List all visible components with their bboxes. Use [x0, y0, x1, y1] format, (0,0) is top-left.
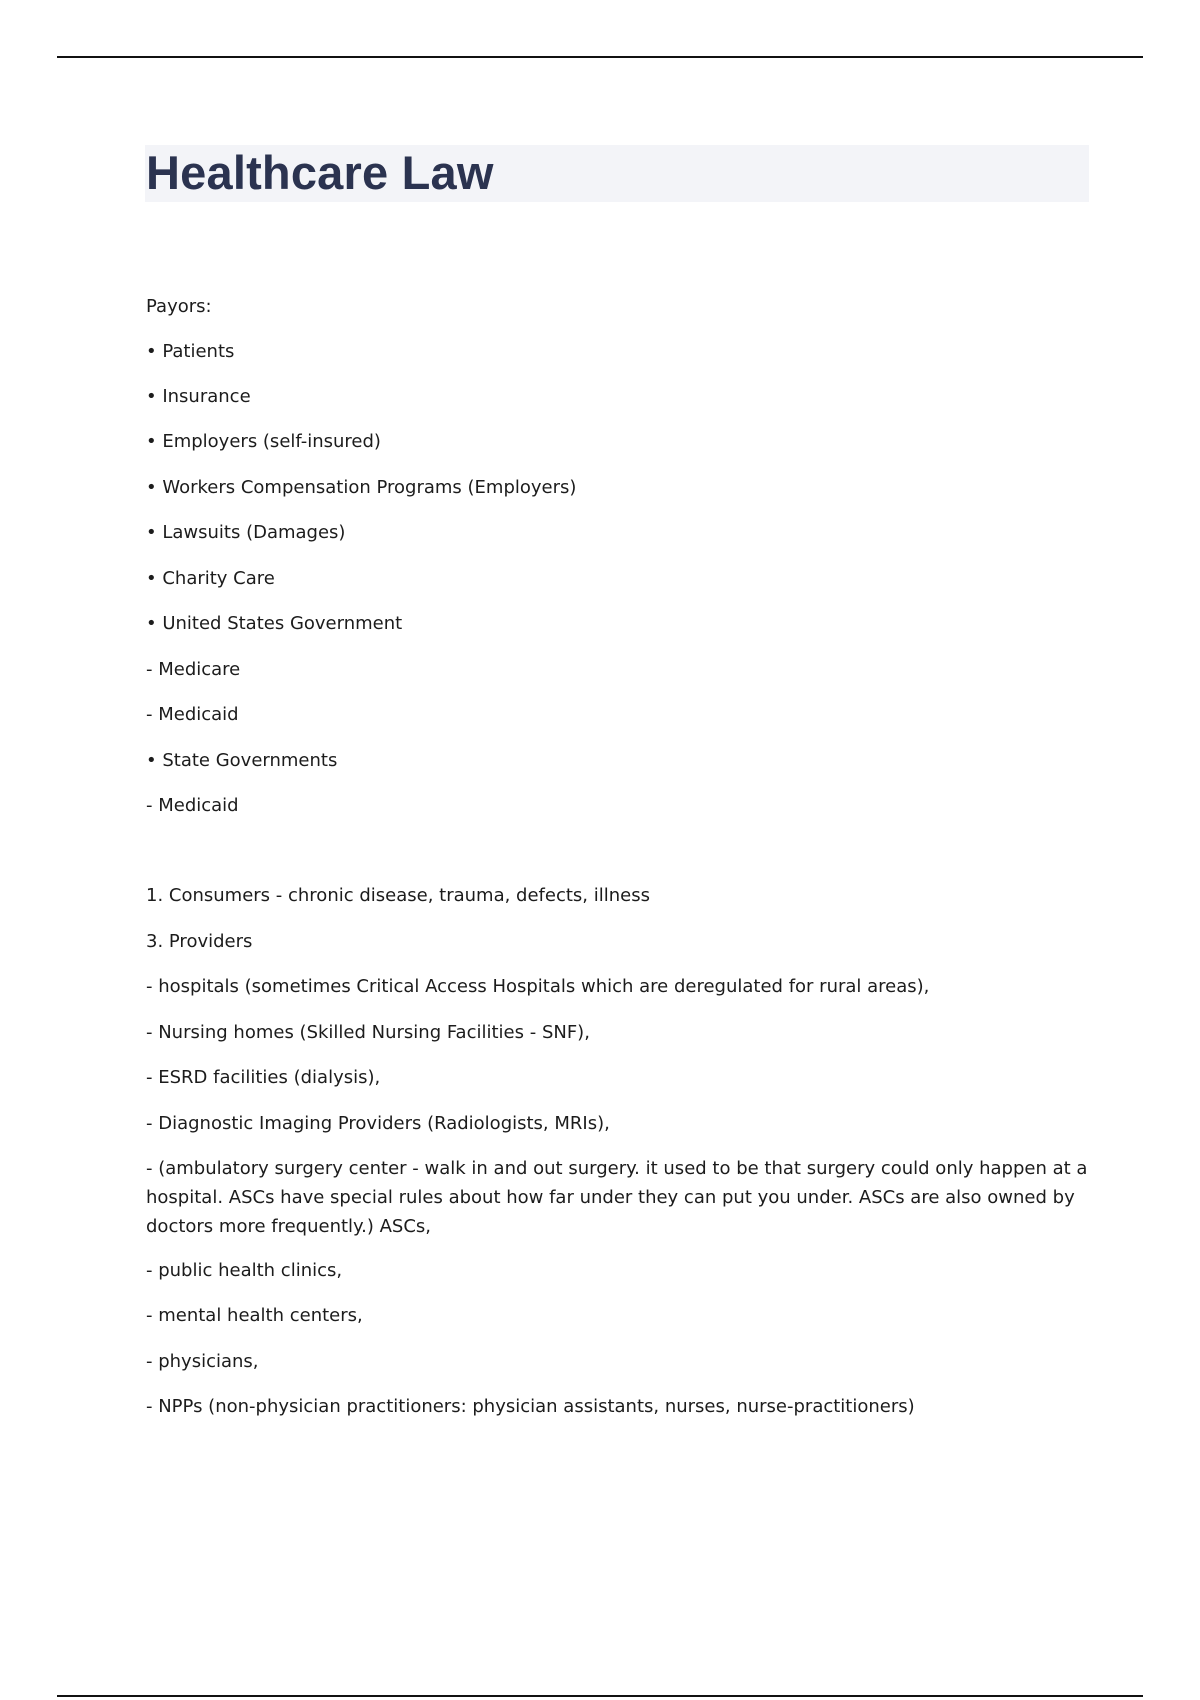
list-item: - NPPs (non-physician practitioners: physician assistants, nurses, nurse-practitioners)	[146, 1396, 915, 1417]
page-title: Healthcare Law	[146, 146, 494, 199]
list-item: • Insurance	[146, 386, 251, 407]
consumers-line: 1. Consumers - chronic disease, trauma, defects, illness	[146, 885, 650, 906]
list-item: - Diagnostic Imaging Providers (Radiologists, MRIs),	[146, 1113, 610, 1134]
list-item: - Nursing homes (Skilled Nursing Facilities - SNF),	[146, 1022, 590, 1043]
list-item: • Employers (self-insured)	[146, 431, 381, 452]
list-item: - public health clinics,	[146, 1260, 343, 1281]
list-item: • United States Government	[146, 613, 403, 634]
list-item: - Medicaid	[146, 795, 239, 816]
list-item: - hospitals (sometimes Critical Access Hospitals which are deregulated for rural areas),	[146, 976, 930, 997]
list-item: • State Governments	[146, 750, 338, 771]
list-item: - ESRD facilities (dialysis),	[146, 1067, 381, 1088]
list-item: • Charity Care	[146, 568, 275, 589]
list-item: • Patients	[146, 341, 235, 362]
list-item: - Medicare	[146, 659, 241, 680]
list-item: • Workers Compensation Programs (Employers)	[146, 477, 577, 498]
top-rule	[57, 56, 1143, 58]
list-item: - mental health centers,	[146, 1305, 363, 1326]
list-item: • Lawsuits (Damages)	[146, 522, 346, 543]
bottom-rule	[57, 1695, 1143, 1697]
list-item: - physicians,	[146, 1351, 259, 1372]
providers-heading: 3. Providers	[146, 931, 253, 952]
payors-heading: Payors:	[146, 296, 212, 317]
list-item: - Medicaid	[146, 704, 239, 725]
list-item: - (ambulatory surgery center - walk in and out surgery. it used to be that surgery could only happen at a hospital. ASCs have special rules about how far under they can put you under. ASCs are also owned by doctors more frequently.) ASCs,	[146, 1158, 1088, 1237]
